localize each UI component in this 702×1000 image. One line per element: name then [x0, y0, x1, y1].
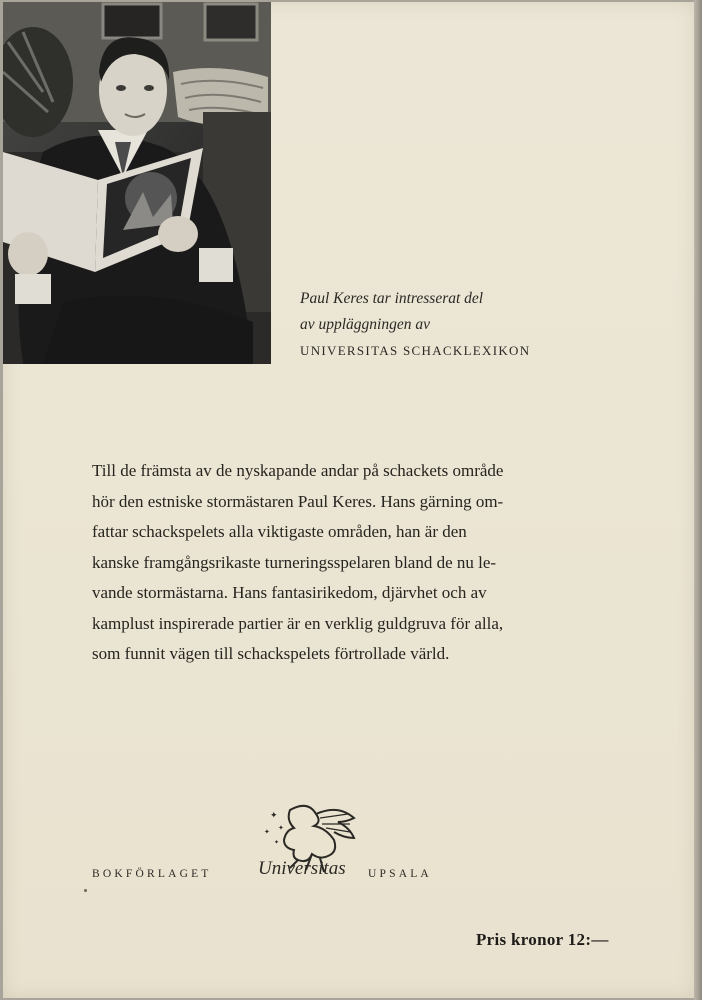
svg-text:✦: ✦ [274, 840, 280, 846]
blurb-line: hör den estniske stormästaren Paul Keres. Hans gärning om- [92, 491, 504, 511]
blurb-line: kanske framgångsrikaste turneringsspelaren bland de nu le- [92, 552, 497, 572]
price-label: Pris kronor 12:— [476, 930, 609, 949]
caption-line-1: Paul Keres tar intresserat del [300, 290, 484, 307]
blurb-line: fattar schackspelets alla viktigaste områden, han är den [92, 522, 467, 541]
publisher-imprint [0, 800, 702, 890]
svg-text:✦: ✦ [270, 810, 278, 820]
caption-line-3: UNIVERSITAS SCHACKLEXIKON [300, 343, 531, 358]
blurb-line: vande stormästarna. Hans fantasirikedom, djärvhet och av [92, 583, 487, 602]
photo-caption [300, 286, 680, 364]
publisher-name: BOKFÖRLAGET [92, 868, 212, 880]
blurb-line: kamplust inspirerade partier är en verklig guldgruva för alla, [92, 613, 504, 633]
speck [84, 889, 87, 892]
author-photo [3, 2, 271, 364]
blurb-paragraph [92, 456, 612, 670]
blurb-line: som funnit vägen till schackspelets förtrollade värld. [92, 644, 450, 663]
svg-text:✦: ✦ [264, 828, 270, 836]
caption-line-2: av uppläggningen av [300, 316, 431, 333]
blurb-line: Till de främsta av de nyskapande andar på schackets område [92, 461, 504, 480]
publisher-city: UPSALA [368, 868, 432, 880]
publisher-logo-word: Universitas [258, 858, 346, 879]
svg-text:✦: ✦ [278, 824, 284, 832]
